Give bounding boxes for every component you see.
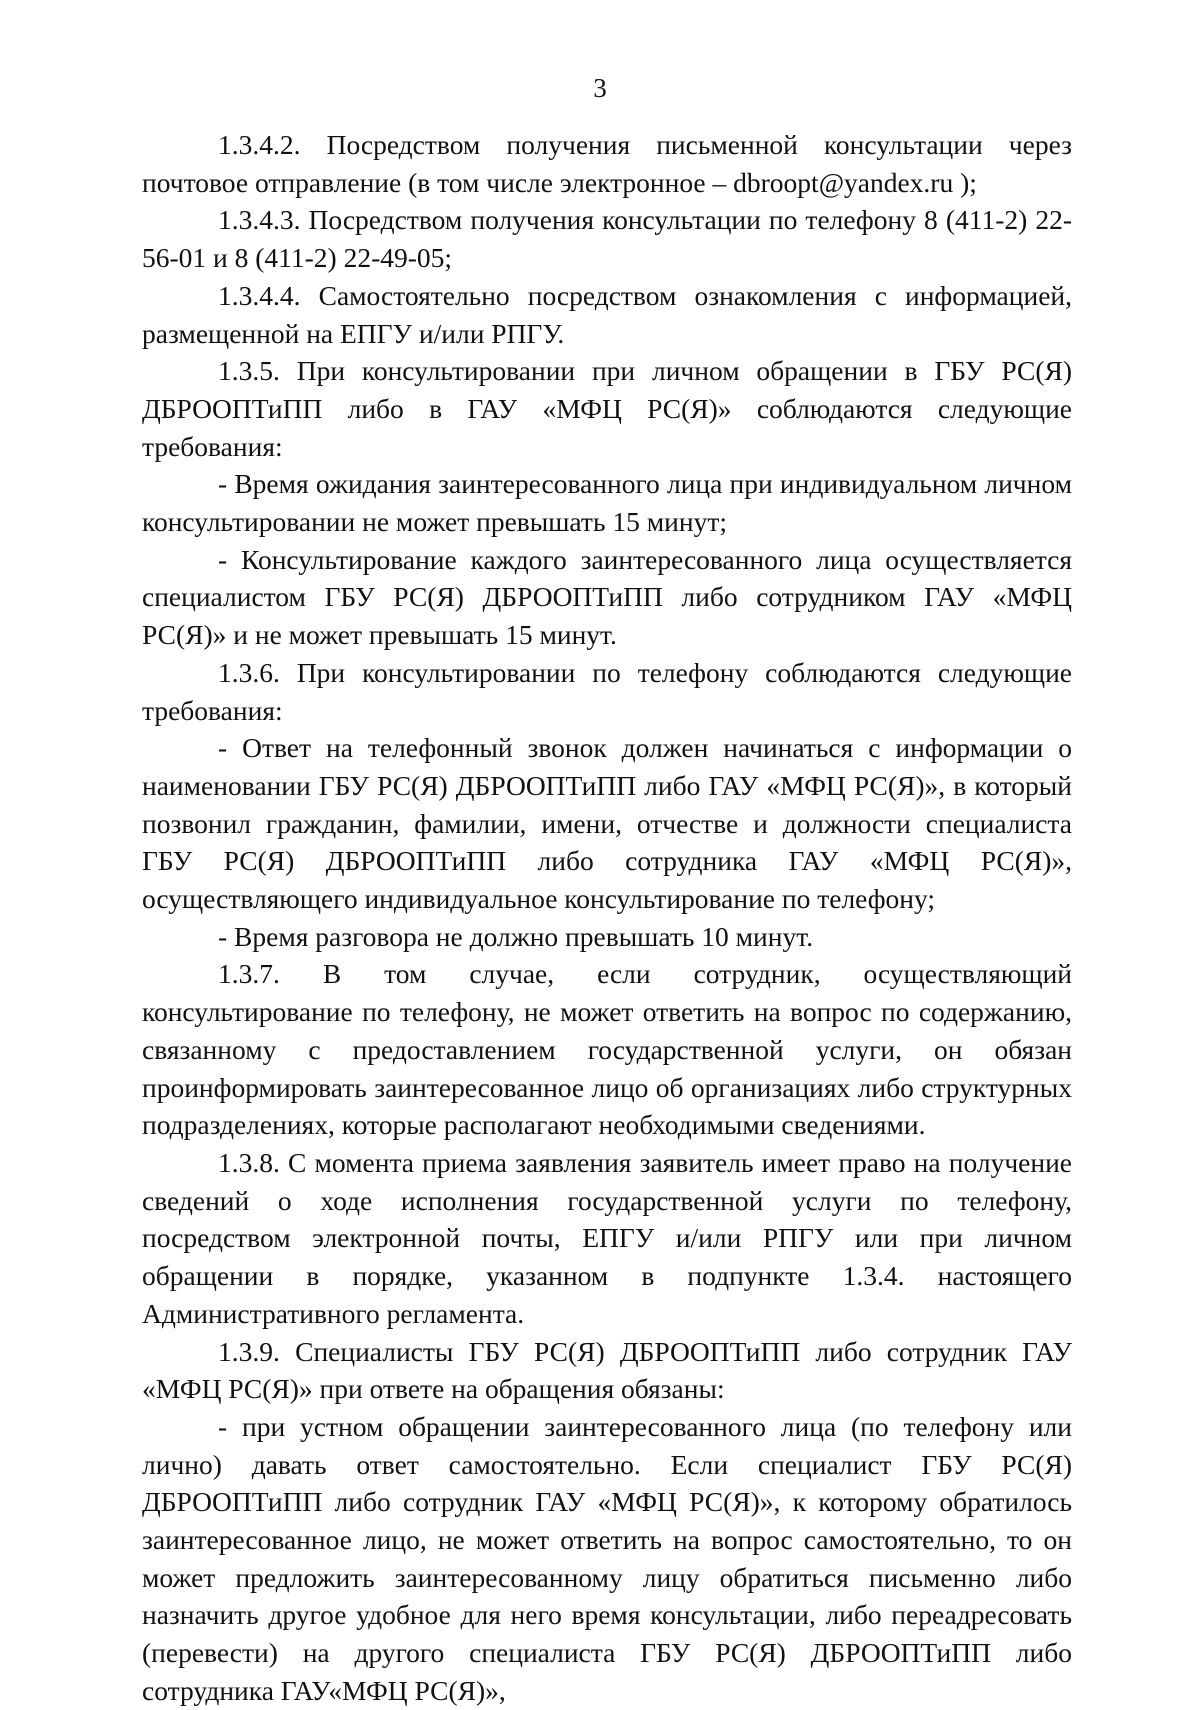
list-item-phone-answer: - Ответ на телефонный звонок должен начинаться с информации о наименовании ГБУ РС(Я) ДБРООПТиПП либо ГАУ «МФЦ РС(Я)», в который позвонил гражданин, фамилии, имени, отчестве и должности специалиста ГБУ РС(Я) ДБРООПТиПП либо сотрудника ГАУ «МФЦ РС(Я)», осуществляющего индивидуальное консультирование по телефону;	[142, 732, 1072, 915]
document-body	[142, 126, 1072, 1710]
paragraph-1-3-6: 1.3.6. При консультировании по телефону соблюдаются следующие требования:	[142, 656, 1072, 726]
paragraph-1-3-5: 1.3.5. При консультировании при личном обращении в ГБУ РС(Я) ДБРООПТиПП либо в ГАУ «МФЦ РС(Я)» соблюдаются следующие требования:	[142, 355, 1072, 462]
list-item-call-duration: - Время разговора не должно превышать 10 минут.	[218, 920, 814, 952]
list-item-oral-request: - при устном обращении заинтересованного лица (по телефону или лично) давать ответ самостоятельно. Если специалист ГБУ РС(Я) ДБРООПТиПП либо сотрудник ГАУ «МФЦ РС(Я)», к которому обратилось заинтересованное лицо, не может ответить на вопрос самостоятельно, то он может предложить заинтересованному лицу обратиться письменно либо назначить другое удобное для него время консультации, либо переадресовать (перевести) на другого специалиста ГБУ РС(Я) ДБРООПТиПП либо сотрудника ГАУ«МФЦ РС(Я)»,	[142, 1410, 1072, 1706]
paragraph-1-3-7: 1.3.7. В том случае, если сотрудник, осуществляющий консультирование по телефону, не может ответить на вопрос по содержанию, связанному с предоставлением государственной услуги, он обязан проинформировать заинтересованное лицо об организациях либо структурных подразделениях, которые располагают необходимыми сведениями.	[142, 958, 1072, 1141]
list-item-consultation: - Консультирование каждого заинтересованного лица осуществляется специалистом ГБУ РС(Я) ДБРООПТиПП либо сотрудником ГАУ «МФЦ РС(Я)» и не может превышать 15 минут.	[142, 543, 1072, 651]
page-number: 3	[593, 73, 607, 103]
paragraph-1-3-9: 1.3.9. Специалисты ГБУ РС(Я) ДБРООПТиПП либо сотрудник ГАУ «МФЦ РС(Я)» при ответе на обращения обязаны:	[142, 1335, 1072, 1405]
paragraph-1-3-4-4: 1.3.4.4. Самостоятельно посредством ознакомления с информацией, размещенной на ЕПГУ и/или РПГУ.	[142, 279, 1072, 349]
paragraph-1-3-8: 1.3.8. С момента приема заявления заявитель имеет право на получение сведений о ходе исполнения государственной услуги по телефону, посредством электронной почты, ЕПГУ и/или РПГУ или при личном обращении в порядке, указанном в подпункте 1.3.4. настоящего Административного регламента.	[142, 1146, 1072, 1329]
list-item-waiting-time: - Время ожидания заинтересованного лица при индивидуальном личном консультировании не может превышать 15 минут;	[142, 468, 1072, 538]
paragraph-1-3-4-3: 1.3.4.3. Посредством получения консультации по телефону 8 (411-2) 22-56-01 и 8 (411-2) 22-49-05;	[142, 204, 1072, 274]
paragraph-1-3-4-2: 1.3.4.2. Посредством получения письменной консультации через почтовое отправление (в том числе электронное – dbroopt@yandex.ru );	[142, 129, 1072, 198]
